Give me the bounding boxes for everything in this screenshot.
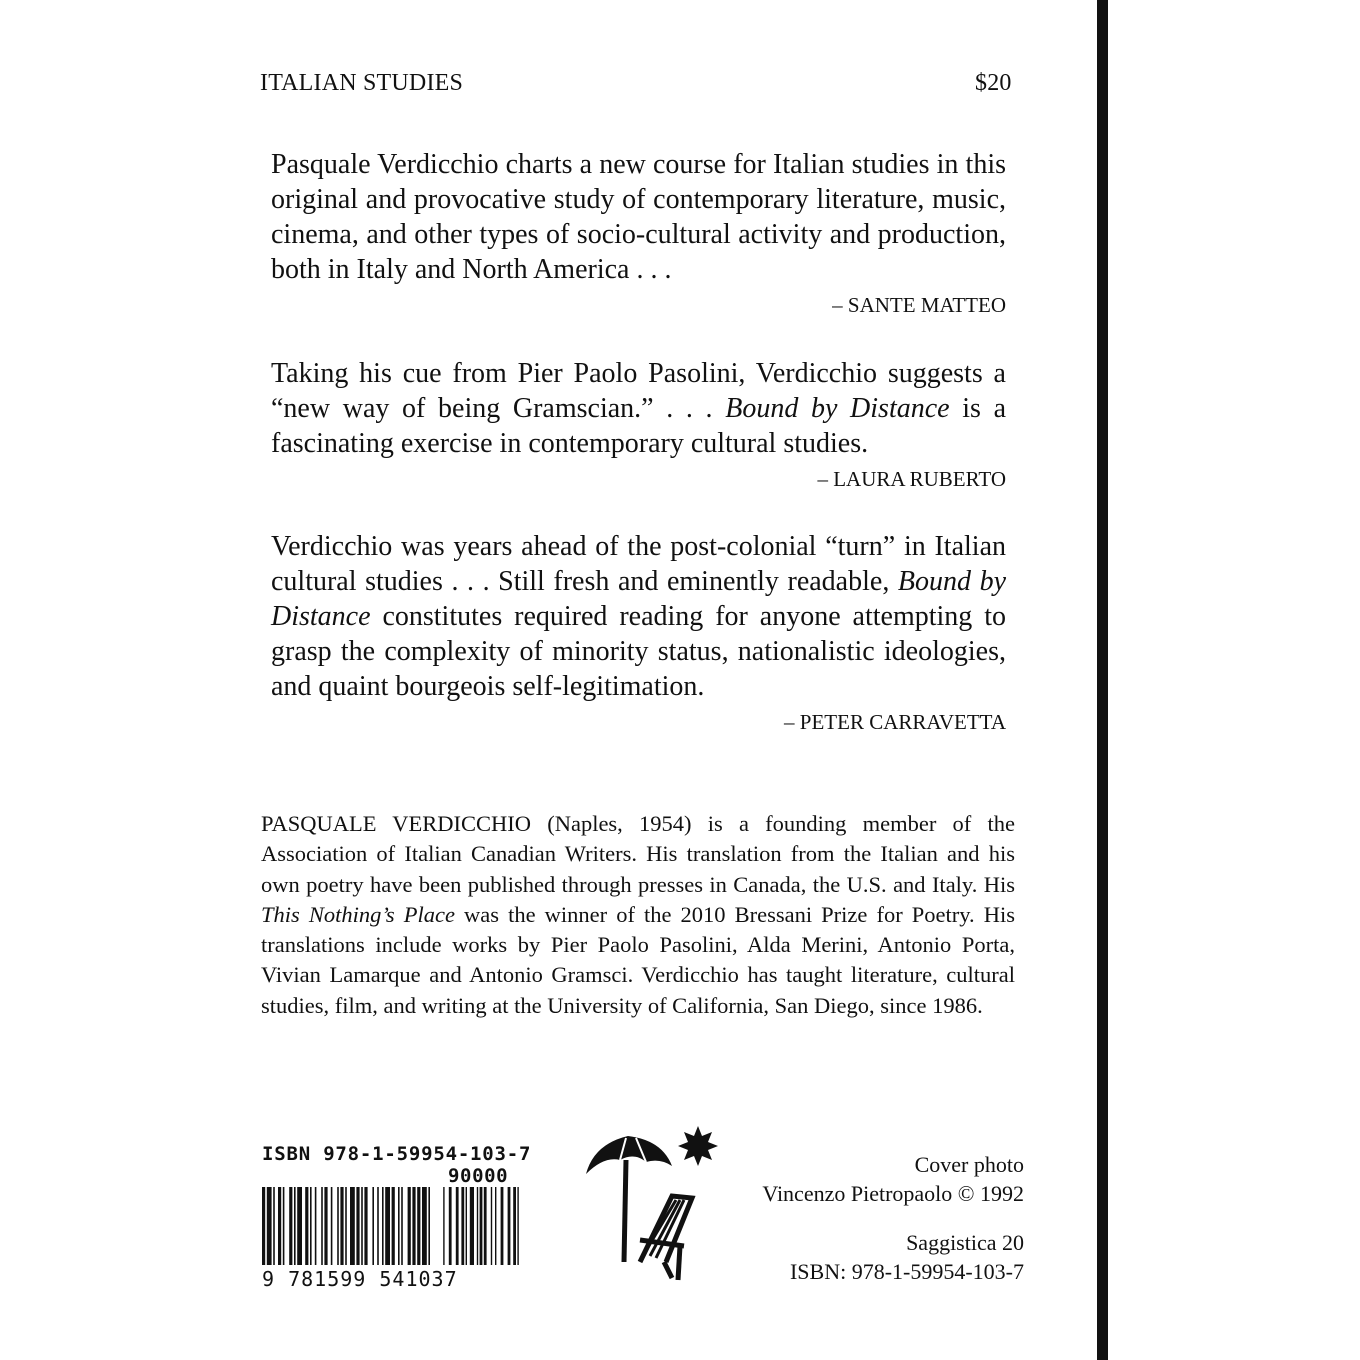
price-label: $20	[975, 70, 1012, 96]
blurb-attribution: – SANTE MATTEO	[832, 293, 1006, 317]
blurb-attribution: – PETER CARRAVETTA	[784, 710, 1006, 734]
blurb-text-end: constitutes required reading for anyone attempting to grasp the complexity of minority status, nationalistic ideologies, and quaint bourgeois self-legitimation.	[271, 601, 1006, 702]
bio-text-end: was the winner of the 2010 Bressani Prize for Poetry. His translations include works by Pier Paolo Pasolini, Alda Merini, Antonio Porta, Vivian Lamarque and Antonio Gramsci. Verdicchio has taught literature, cultural studies, film, and writing at the University of California, San Diego, since 1986.	[261, 901, 1015, 1018]
series-label: Saggistica 20	[906, 1230, 1024, 1255]
blurb-text: Taking his cue from Pier Paolo Pasolini, Verdicchio suggests a “new way of being Gramscian.” . . .	[271, 358, 1006, 424]
barcode-bars	[262, 1187, 524, 1271]
bio-text: PASQUALE VERDICCHIO (Naples, 1954) is a founding member of the Association of Italian Canadian Writers. His translation from the Italian and his own poetry have been published through presses in Canada, the U.S. and Italy. His	[261, 811, 1015, 897]
spine-edge	[1097, 0, 1108, 1360]
review-blurb	[271, 147, 1006, 318]
blurb-text: Pasquale Verdicchio charts a new course for Italian studies in this original and provocative study of contemporary literature, music, cinema, and other types of socio-cultural activity and production, both in Italy and North America . . .	[271, 149, 1006, 285]
review-blurb	[271, 356, 1006, 492]
beach-umbrella-chair-icon	[580, 1122, 720, 1287]
author-bio	[261, 809, 1015, 1021]
cover-credit	[740, 1150, 1024, 1208]
barcode-digits: 9 781599 541037	[262, 1267, 458, 1291]
blurb-book-title: Bound by Distance	[271, 566, 1006, 632]
barcode-price-code: 90000	[448, 1165, 509, 1187]
barcode-isbn-label: ISBN 978-1-59954-103-7	[262, 1143, 532, 1165]
isbn-barcode	[262, 1143, 532, 1291]
cover-photo-credit: Vincenzo Pietropaolo © 1992	[762, 1181, 1024, 1206]
cover-photo-label: Cover photo	[914, 1152, 1024, 1177]
blurb-attribution: – LAURA RUBERTO	[817, 467, 1006, 491]
category-label: ITALIAN STUDIES	[260, 70, 464, 96]
review-blurb	[271, 529, 1006, 735]
bio-book-title: This Nothing’s Place	[261, 901, 455, 927]
isbn-label: ISBN: 978-1-59954-103-7	[789, 1259, 1024, 1284]
blurb-book-title: Bound by Distance	[725, 393, 950, 424]
series-info	[740, 1228, 1024, 1286]
blurb-text: Verdicchio was years ahead of the post-colonial “turn” in Italian cultural studies . . . Still fresh and eminently readable,	[271, 531, 1006, 597]
blurb-text-end: is a fascinating exercise in contemporary cultural studies.	[271, 393, 1007, 459]
